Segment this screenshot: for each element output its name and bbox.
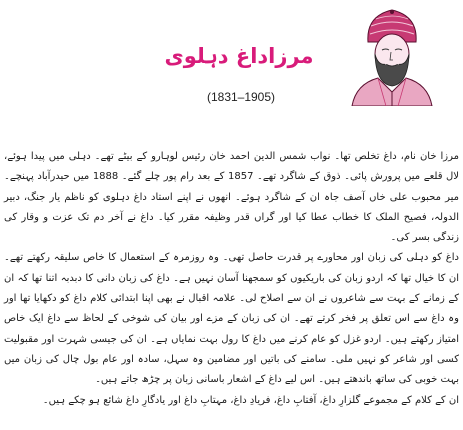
paragraph-1: مرزا خان نام، داغ تخلص تھا۔ نواب شمس الدین احمد خان رئیس لوہارو کے بیٹے تھے۔ دہلی میں پیدا ہوئے، لال قلعے میں پرورش پائی۔ ذوق کے شاگرد تھے۔ 1857 کے بعد رام پور چلے گئے۔ 1888 میں حیدرآباد پہنچے۔ میر محبوب علی خاں آصف جاہ ان کے شاگرد ہوئے۔ انھوں نے اپنے استاد داغ دہلوی کو ناظم یار جنگ، دبیر الدولہ، فصیح الملک کا خطاب عطا کیا اور گراں قدر وظیفہ مقرر کیا۔ داغ نے آخر دم تک عزت و وقار کی زندگی بسر کی۔ <box>4 151 460 244</box>
biography-text <box>4 147 459 411</box>
paragraph-3: ان کے کلام کے مجموعے گلزارِ داغ، آفتابِ داغ، فریادِ داغ، مہتابِ داغ اور یادگارِ داغ شائع ہو چکے ہیں۔ <box>42 394 459 406</box>
page-title: مرزاداغ دہلوی <box>164 44 314 68</box>
lifespan-years: (1831–1905) <box>206 90 276 104</box>
portrait-illustration <box>336 2 448 106</box>
paragraph-2: داغ کو دہلی کی زبان اور محاورے پر قدرت حاصل تھی۔ وہ روزمرہ کے استعمال کا خاص سلیقہ رکھتے تھے۔ ان کا خیال تھا کہ اردو زبان کی باریکیوں کو سمجھنا آسان نہیں ہے۔ داغ کی زبان دانی کا دبدبہ اتنا تھا کہ ان کے زمانے کے بہت سے شاعروں نے ان سے اصلاح لی۔ علامہ اقبال نے بھی اپنا ابتدائی کلام داغ کو دکھایا تھا اور وہ داغ سے اس تعلق پر فخر کرتے تھے۔ ان کی زبان کے مزے اور بیان کی شوخی کے لحاظ سے داغ ایک خاص امتیاز رکھتے ہیں۔ اردو غزل کو عام کرنے میں داغ کا رول بہت نمایاں ہے۔ ان کی جیسی شہرت اور مقبولیت کسی اور شاعر کو نہیں ملی۔ سامنے کی باتیں اور مضامین وہ سہل، سادہ اور عام بول چال کی زبان میں بہت خوبی کی ساتھ باندھتے ہیں۔ اس لیے داغ کے اشعار باسانی زبان پر چڑھ جاتے ہیں۔ <box>4 252 459 386</box>
